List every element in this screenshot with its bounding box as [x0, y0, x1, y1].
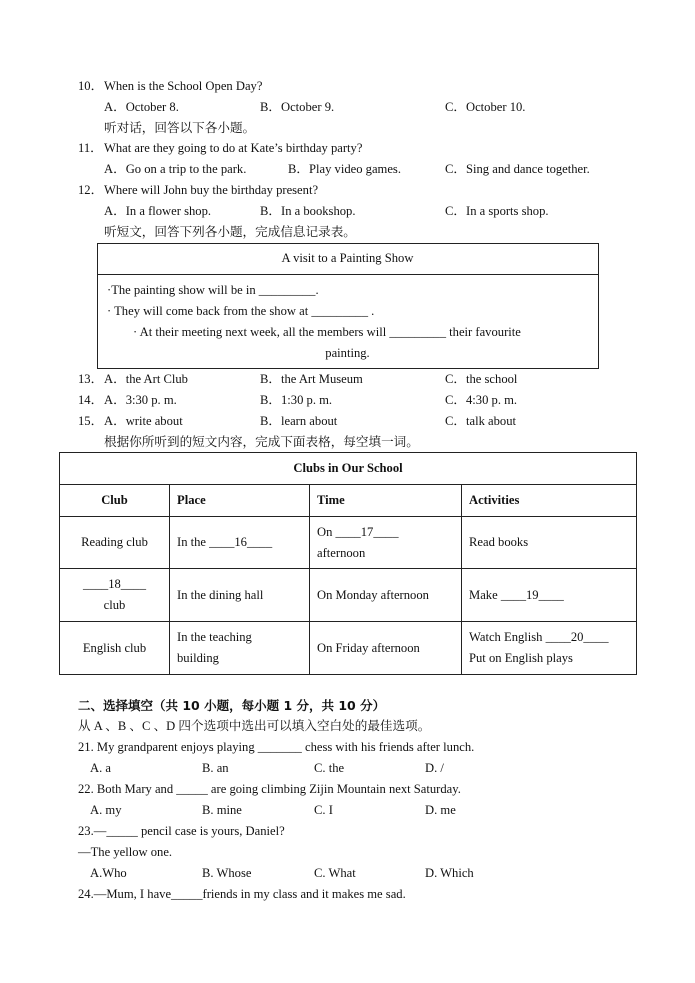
section-2-heading: 二、选择填空（共 10 小题，每小题 1 分，共 10 分）: [78, 698, 386, 713]
q11-option-b: B．Play video games.: [288, 162, 401, 176]
q11-option-c: C．Sing and dance together.: [445, 162, 590, 176]
dialogue-instruction: 听对话，回答以下各小题。: [104, 121, 256, 135]
table-row: [60, 569, 637, 622]
row1-time: [310, 517, 462, 569]
q15-number: 15．: [78, 414, 104, 428]
row1-activities: Read books: [462, 517, 637, 569]
row3-place: [170, 622, 310, 675]
q22-option-d: D. me: [425, 803, 456, 817]
q13-number: 13．: [78, 372, 104, 386]
q11-option-a: A．Go on a trip to the park.: [104, 162, 247, 176]
q14-option-c: C．4:30 p. m.: [445, 393, 518, 407]
row3-activities-line2: Put on English plays: [469, 651, 573, 665]
row3-activities: [462, 622, 637, 675]
table-row: [60, 622, 637, 675]
header-place: Place: [170, 485, 310, 517]
table-row: [60, 517, 637, 569]
q10-option-c: C．October 10.: [445, 100, 526, 114]
q12-option-b: B．In a bookshop.: [260, 204, 356, 218]
q23-text: 23.—_____ pencil case is yours, Daniel?: [78, 824, 285, 838]
q10-option-a: A．October 8.: [104, 100, 179, 114]
row2-activities: Make ____19____: [462, 569, 637, 622]
header-activities: Activities: [462, 485, 637, 517]
q13-option-b: B．the Art Museum: [260, 372, 363, 386]
q22-option-a: A. my: [90, 803, 122, 817]
row2-place: In the dining hall: [170, 569, 310, 622]
q22-option-b: B. mine: [202, 803, 242, 817]
q14-option-b: B．1:30 p. m.: [260, 393, 333, 407]
q11-number: 11．: [78, 141, 103, 155]
q21-option-a: A. a: [90, 761, 111, 775]
q11-text: What are they going to do at Kate’s birthday party?: [104, 141, 363, 155]
q12-option-c: C．In a sports shop.: [445, 204, 549, 218]
row3-club: English club: [60, 622, 170, 675]
q10-text: When is the School Open Day?: [104, 79, 263, 93]
record-line-3: · At their meeting next week, all the members will _________ their favourite: [133, 325, 521, 339]
header-club: Club: [60, 485, 170, 517]
row1-place: In the ____16____: [170, 517, 310, 569]
q21-option-b: B. an: [202, 761, 229, 775]
q13-option-c: C．the school: [445, 372, 518, 386]
passage-instruction: 听短文，回答下列各小题，完成信息记录表。: [104, 225, 356, 239]
q12-text: Where will John buy the birthday present?: [104, 183, 319, 197]
q23-option-c: C. What: [314, 866, 356, 880]
q21-text: 21. My grandparent enjoys playing _______ chess with his friends after lunch.: [78, 740, 475, 754]
q15-option-b: B．learn about: [260, 414, 338, 428]
clubs-table: [59, 452, 637, 675]
header-time: Time: [310, 485, 462, 517]
row2-club: [60, 569, 170, 622]
q23-option-b: B. Whose: [202, 866, 252, 880]
row1-club: Reading club: [60, 517, 170, 569]
q24-text: 24.—Mum, I have_____friends in my class and it makes me sad.: [78, 887, 406, 901]
q13-option-a: A．the Art Club: [104, 372, 188, 386]
row1-time-line1: On ____17____: [317, 524, 399, 539]
q14-number: 14．: [78, 393, 104, 407]
q14-option-a: A．3:30 p. m.: [104, 393, 177, 407]
q10-option-b: B．October 9.: [260, 100, 335, 114]
row3-place-line2: building: [177, 651, 219, 665]
q23-reply: —The yellow one.: [78, 845, 173, 859]
row3-activities-line1: Watch English ____20____: [469, 630, 609, 644]
row3-place-line1: In the teaching: [177, 630, 252, 644]
q12-option-a: A．In a flower shop.: [104, 204, 212, 218]
row3-time: On Friday afternoon: [310, 622, 462, 675]
record-line-2: · They will come back from the show at _________ .: [107, 304, 375, 318]
row2-time: On Monday afternoon: [310, 569, 462, 622]
table-instruction: 根据你所听到的短文内容，完成下面表格，每空填一词。: [104, 435, 419, 449]
q22-option-c: C. I: [314, 803, 333, 817]
record-box-divider: [97, 274, 598, 275]
q12-number: 12．: [78, 183, 104, 197]
q22-text: 22. Both Mary and _____ are going climbing Zijin Mountain next Saturday.: [78, 782, 461, 796]
q21-option-c: C. the: [314, 761, 345, 775]
q15-option-a: A．write about: [104, 414, 183, 428]
q10-number: 10．: [78, 79, 104, 93]
section-2-instruction: 从 A 、B 、C 、D 四个选项中选出可以填入空白处的最佳选项。: [78, 719, 431, 733]
record-line-3-continued: painting.: [325, 346, 370, 360]
q21-option-d: D. /: [425, 761, 444, 775]
q23-option-d: D. Which: [425, 866, 474, 880]
table-title: Clubs in Our School: [60, 453, 637, 485]
record-title: A visit to a Painting Show: [281, 251, 414, 265]
record-line-1: ·The painting show will be in _________.: [107, 283, 319, 297]
q23-option-a: A.Who: [90, 866, 127, 880]
row2-club-line2: club: [103, 598, 126, 612]
row2-club-line1: ____18____: [83, 577, 146, 591]
row1-time-line2: afternoon: [317, 545, 366, 560]
q15-option-c: C．talk about: [445, 414, 517, 428]
